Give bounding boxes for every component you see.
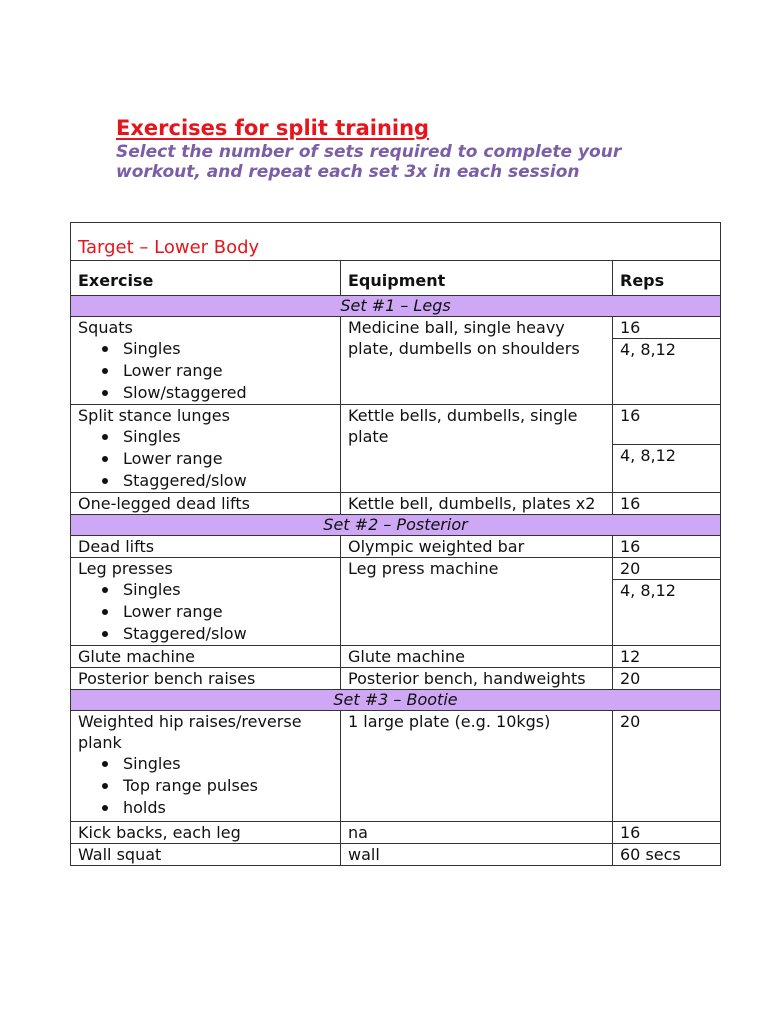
reps-value: 16 [613, 405, 720, 445]
equipment-cell: Leg press machine [341, 558, 613, 646]
set-heading-1: Set #1 – Legs [71, 296, 721, 317]
set-heading-3: Set #3 – Bootie [71, 690, 721, 711]
set-row [71, 296, 721, 317]
reps-cell [613, 405, 721, 493]
set-heading-2: Set #2 – Posterior [71, 515, 721, 536]
reps-cell [613, 317, 721, 405]
bullet-item: Top range pulses [123, 775, 333, 797]
table-row [71, 317, 721, 405]
equipment-cell: wall [341, 844, 613, 866]
header-exercise: Exercise [71, 261, 341, 296]
bullet-item: Singles [123, 338, 333, 360]
table-row [71, 558, 721, 646]
exercise-name: Dead lifts [71, 536, 341, 558]
reps-value: 16 [613, 317, 720, 339]
exercise-name: Weighted hip raises/reverse plank [78, 712, 302, 752]
exercise-name: One-legged dead lifts [71, 493, 341, 515]
target-row [71, 223, 721, 261]
equipment-cell: Medicine ball, single heavy plate, dumbells on shoulders [341, 317, 613, 405]
reps-value: 4, 8,12 [620, 581, 676, 600]
set-row [71, 515, 721, 536]
equipment-cell: 1 large plate (e.g. 10kgs) [341, 711, 613, 822]
bullet-item: Singles [123, 579, 333, 601]
reps-value: 20 [613, 558, 720, 580]
exercise-name: Glute machine [71, 646, 341, 668]
bullet-item: Slow/staggered [123, 382, 333, 404]
table-row [71, 668, 721, 690]
exercise-bullets [78, 579, 333, 645]
bullet-item: Lower range [123, 448, 333, 470]
reps-value: 12 [613, 646, 721, 668]
exercise-name: Posterior bench raises [71, 668, 341, 690]
table-row [71, 646, 721, 668]
table-row [71, 493, 721, 515]
reps-value: 20 [613, 668, 721, 690]
equipment-cell: Posterior bench, handweights [341, 668, 613, 690]
exercise-name: Wall squat [71, 844, 341, 866]
reps-value: 4, 8,12 [620, 446, 676, 465]
exercise-name: Split stance lunges [78, 406, 230, 425]
equipment-cell: Olympic weighted bar [341, 536, 613, 558]
bullet-item: Staggered/slow [123, 623, 333, 645]
exercise-bullets [78, 426, 333, 492]
bullet-item: Singles [123, 753, 333, 775]
exercise-name: Leg presses [78, 559, 173, 578]
header-reps: Reps [613, 261, 721, 296]
table-row [71, 844, 721, 866]
exercise-cell [71, 558, 341, 646]
set-row [71, 690, 721, 711]
target-heading: Target – Lower Body [71, 223, 721, 261]
table-row [71, 711, 721, 822]
reps-value: 16 [613, 822, 721, 844]
reps-value: 60 secs [613, 844, 721, 866]
equipment-cell: na [341, 822, 613, 844]
exercise-bullets [78, 753, 333, 819]
reps-cell [613, 558, 721, 646]
reps-value: 16 [613, 493, 721, 515]
reps-value: 4, 8,12 [620, 340, 676, 359]
reps-value: 16 [613, 536, 721, 558]
bullet-item: Singles [123, 426, 333, 448]
equipment-cell: Glute machine [341, 646, 613, 668]
exercise-cell [71, 711, 341, 822]
exercise-name: Kick backs, each leg [71, 822, 341, 844]
equipment-cell: Kettle bells, dumbells, single plate [341, 405, 613, 493]
bullet-item: Staggered/slow [123, 470, 333, 492]
exercise-name: Squats [78, 318, 133, 337]
equipment-cell: Kettle bell, dumbells, plates x2 [341, 493, 613, 515]
reps-value: 20 [613, 711, 721, 822]
header-row [71, 261, 721, 296]
bullet-item: Lower range [123, 360, 333, 382]
table-row [71, 536, 721, 558]
exercise-table [70, 222, 721, 866]
header-equipment: Equipment [341, 261, 613, 296]
bullet-item: holds [123, 797, 333, 819]
exercise-bullets [78, 338, 333, 404]
exercise-cell [71, 317, 341, 405]
bullet-item: Lower range [123, 601, 333, 623]
exercise-cell [71, 405, 341, 493]
page-subtitle: Select the number of sets required to complete your workout, and repeat each set 3x in each session [116, 142, 622, 182]
table-row [71, 822, 721, 844]
table-row [71, 405, 721, 493]
page-title: Exercises for split training [116, 116, 430, 140]
